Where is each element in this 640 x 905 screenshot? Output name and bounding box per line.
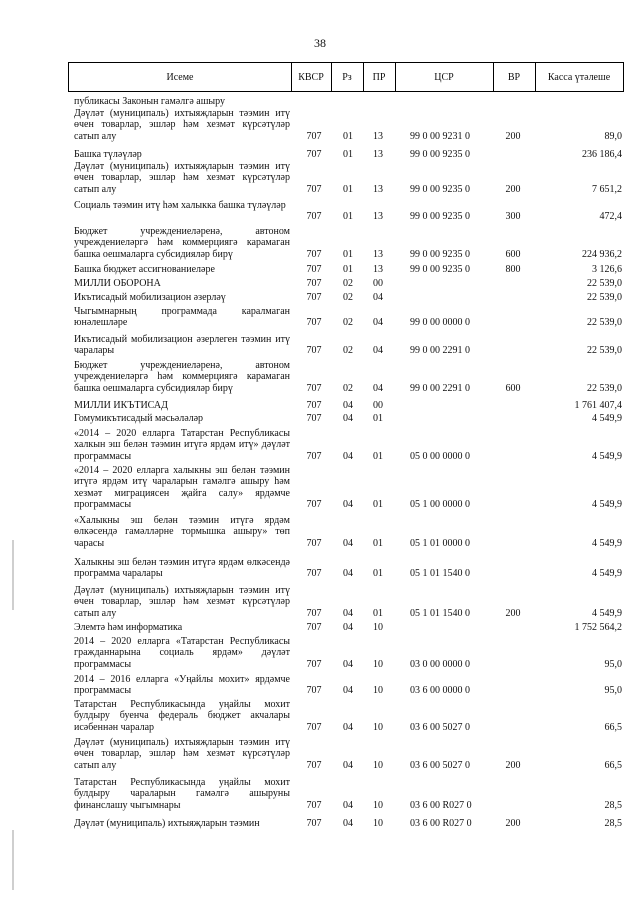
row-csr: 03 6 00 R027 0: [410, 818, 472, 829]
row-sum: 236 186,4: [582, 149, 622, 160]
row-pr: 01: [373, 450, 383, 462]
row-kvsr: 707: [306, 450, 322, 462]
row-sum: 22 539,0: [587, 345, 622, 357]
row-pr: 10: [373, 759, 383, 771]
row-rz: 01: [343, 264, 353, 275]
row-kvsr: 707: [306, 499, 322, 511]
row-rz: 01: [343, 211, 353, 223]
row-sum: 95,0: [604, 658, 622, 670]
row-csr: 03 6 00 5027 0: [410, 759, 470, 771]
row-kvsr: 707: [306, 818, 322, 829]
row-name: Дәүләт (муниципаль) ихтыяҗларын тәэмин итү өчен товарлар, эшләр һәм хезмәт күрсәтүләр сатып алу: [74, 108, 290, 142]
row-vr: 600: [505, 248, 521, 260]
row-kvsr: 707: [306, 382, 322, 394]
row-name: Бюджет учреждениеләренә, автоном учреждениеләргә һәм коммерциягә карамаган башка оешмаларга субсидияләр бирү: [74, 226, 290, 260]
row-kvsr: 707: [306, 413, 322, 424]
row-pr: 00: [373, 400, 383, 411]
row-rz: 04: [343, 759, 353, 771]
row-name: Икътисадый мобилизацион әзерләү: [74, 292, 226, 303]
row-kvsr: 707: [306, 568, 322, 580]
row-kvsr: 707: [306, 248, 322, 260]
row-csr: 99 0 00 9235 0: [410, 149, 470, 160]
row-name: Дәүләт (муниципаль) ихтыяҗларын тәэмин итү өчен товарлар, эшләр һәм хезмәт күрсәтүләр сатып алу: [74, 161, 290, 195]
row-csr: 03 6 00 5027 0: [410, 721, 470, 733]
row-vr: 300: [505, 211, 521, 223]
row-kvsr: 707: [306, 622, 322, 633]
header-name: Исеме: [69, 63, 292, 91]
scan-margin-mark: [12, 540, 14, 610]
header-rz: Рз: [331, 63, 364, 91]
row-rz: 04: [343, 413, 353, 424]
row-name: Дәүләт (муниципаль) ихтыяҗларын тәэмин: [74, 818, 260, 829]
row-kvsr: 707: [306, 685, 322, 697]
row-name: Социаль тәэмин итү һәм халыкка башка түләүләр: [74, 200, 286, 211]
row-pr: 10: [373, 685, 383, 697]
row-kvsr: 707: [306, 264, 322, 275]
row-rz: 01: [343, 248, 353, 260]
row-pr: 04: [373, 345, 383, 357]
row-kvsr: 707: [306, 317, 322, 329]
row-name: «Халыкны эш белән тәэмин итүгә ярдәм өлкәсендә гамәлләрне тормышка ашыру» төп чарасы: [74, 515, 290, 549]
header-csr: ЦСР: [395, 63, 494, 91]
row-kvsr: 707: [306, 721, 322, 733]
row-csr: 03 6 00 R027 0: [410, 799, 472, 811]
row-kvsr: 707: [306, 278, 322, 289]
row-kvsr: 707: [306, 183, 322, 195]
row-sum: 7 651,2: [592, 183, 622, 195]
row-pr: 04: [373, 317, 383, 329]
row-sum: 4 549,9: [592, 537, 622, 549]
row-pr: 10: [373, 721, 383, 733]
row-name: 2014 – 2020 елларга «Татарстан Республикасы гражданнарына социаль ярдәм» дәүләт программасы: [74, 636, 290, 670]
row-name: Татарстан Республикасында уңайлы мохит булдыру буенча федераль бюджет акчалары исәбеннән чаралар: [74, 699, 290, 733]
row-csr: 99 0 00 2291 0: [410, 345, 470, 357]
row-rz: 04: [343, 685, 353, 697]
row-pr: 13: [373, 183, 383, 195]
row-sum: 4 549,9: [592, 413, 622, 424]
row-kvsr: 707: [306, 149, 322, 160]
row-sum: 3 126,6: [592, 264, 622, 275]
row-vr: 200: [505, 607, 521, 619]
row-csr: 99 0 00 9235 0: [410, 211, 470, 223]
row-vr: 200: [505, 818, 521, 829]
row-rz: 04: [343, 607, 353, 619]
row-vr: 200: [505, 759, 521, 771]
row-csr: 05 1 00 0000 0: [410, 499, 470, 511]
row-rz: 04: [343, 450, 353, 462]
row-name: 2014 – 2016 елларга «Уңайлы мохит» ярдәмче программасы: [74, 674, 290, 697]
row-sum: 224 936,2: [582, 248, 622, 260]
row-rz: 01: [343, 130, 353, 142]
row-csr: 99 0 00 9235 0: [410, 248, 470, 260]
row-name: Дәүләт (муниципаль) ихтыяҗларын тәэмин итү өчен товарлар, эшләр һәм хезмәт күрсәтүләр сатып алу: [74, 585, 290, 619]
row-rz: 02: [343, 292, 353, 303]
row-rz: 02: [343, 278, 353, 289]
row-sum: 28,5: [604, 799, 622, 811]
row-name: Бюджет учреждениеләренә, автоном учреждениеләргә һәм коммерциягә карамаган башка оешмаларга субсидияләр бирү: [74, 360, 290, 394]
row-kvsr: 707: [306, 759, 322, 771]
row-sum: 22 539,0: [587, 292, 622, 303]
row-rz: 02: [343, 345, 353, 357]
row-csr: 05 1 01 0000 0: [410, 537, 470, 549]
row-csr: 03 6 00 0000 0: [410, 685, 470, 697]
row-sum: 66,5: [604, 721, 622, 733]
row-vr: 200: [505, 130, 521, 142]
row-pr: 04: [373, 382, 383, 394]
row-kvsr: 707: [306, 211, 322, 223]
row-vr: 800: [505, 264, 521, 275]
row-rz: 04: [343, 622, 353, 633]
row-rz: 04: [343, 799, 353, 811]
row-sum: 95,0: [604, 685, 622, 697]
row-name: публикасы Законын гамәлгә ашыру: [74, 96, 225, 107]
row-sum: 1 761 407,4: [574, 400, 622, 411]
row-kvsr: 707: [306, 537, 322, 549]
row-pr: 01: [373, 499, 383, 511]
header-vr: ВР: [493, 63, 536, 91]
row-sum: 4 549,9: [592, 450, 622, 462]
row-rz: 04: [343, 721, 353, 733]
row-kvsr: 707: [306, 607, 322, 619]
row-kvsr: 707: [306, 292, 322, 303]
row-rz: 04: [343, 658, 353, 670]
row-sum: 66,5: [604, 759, 622, 771]
row-kvsr: 707: [306, 400, 322, 411]
row-vr: 200: [505, 183, 521, 195]
row-rz: 04: [343, 400, 353, 411]
row-rz: 01: [343, 149, 353, 160]
row-name: МИЛЛИ ОБОРОНА: [74, 278, 161, 289]
row-rz: 01: [343, 183, 353, 195]
row-name: Гомумикътисадый мәсьәләләр: [74, 413, 204, 424]
row-name: «2014 – 2020 елларга Татарстан Республикасы халкын эш белән тәэмин итүгә ярдәм итү» дәүләт программасы: [74, 428, 290, 462]
row-rz: 04: [343, 568, 353, 580]
header-kvsr: КВСР: [291, 63, 332, 91]
row-rz: 04: [343, 818, 353, 829]
header-pr: ПР: [363, 63, 396, 91]
row-sum: 472,4: [599, 211, 622, 223]
row-sum: 4 549,9: [592, 568, 622, 580]
row-pr: 13: [373, 248, 383, 260]
row-pr: 10: [373, 622, 383, 633]
row-pr: 13: [373, 264, 383, 275]
row-csr: 99 0 00 9231 0: [410, 130, 470, 142]
row-pr: 01: [373, 568, 383, 580]
row-kvsr: 707: [306, 345, 322, 357]
row-csr: 99 0 00 0000 0: [410, 317, 470, 329]
row-csr: 05 1 01 1540 0: [410, 607, 470, 619]
row-sum: 22 539,0: [587, 278, 622, 289]
row-name: Чыгымнарның программада каралмаган юнәлешләре: [74, 306, 290, 329]
row-pr: 01: [373, 537, 383, 549]
row-sum: 1 752 564,2: [574, 622, 622, 633]
row-sum: 89,0: [604, 130, 622, 142]
row-name: Башка бюджет ассигнованиеләре: [74, 264, 215, 275]
row-name: Дәүләт (муниципаль) ихтыяҗларын тәэмин итү өчен товарлар, эшләр һәм хезмәт күрсәтүләр сатып алу: [74, 737, 290, 771]
row-vr: 600: [505, 382, 521, 394]
row-csr: 03 0 00 0000 0: [410, 658, 470, 670]
row-pr: 01: [373, 413, 383, 424]
row-name: Элемтә һәм информатика: [74, 622, 183, 633]
row-sum: 4 549,9: [592, 607, 622, 619]
row-sum: 22 539,0: [587, 317, 622, 329]
row-pr: 10: [373, 799, 383, 811]
row-rz: 02: [343, 317, 353, 329]
row-name: Икътисадый мобилизацион әзерлеген тәэмин итү чаралары: [74, 334, 290, 357]
row-name: Халыкны эш белән тәэмин итүгә ярдәм өлкәсендә программа чаралары: [74, 557, 290, 580]
row-kvsr: 707: [306, 658, 322, 670]
row-pr: 01: [373, 607, 383, 619]
row-rz: 02: [343, 382, 353, 394]
row-pr: 13: [373, 130, 383, 142]
row-pr: 13: [373, 149, 383, 160]
row-pr: 10: [373, 658, 383, 670]
row-sum: 22 539,0: [587, 382, 622, 394]
row-pr: 04: [373, 292, 383, 303]
row-name: Татарстан Республикасында уңайлы мохит булдыру чараларын гамәлгә ашыруны финанслашу чыгымнары: [74, 777, 290, 811]
row-csr: 05 1 01 1540 0: [410, 568, 470, 580]
row-csr: 99 0 00 2291 0: [410, 382, 470, 394]
row-name: Башка түләүләр: [74, 149, 142, 160]
row-rz: 04: [343, 499, 353, 511]
row-csr: 99 0 00 9235 0: [410, 183, 470, 195]
row-csr: 05 0 00 0000 0: [410, 450, 470, 462]
scan-margin-mark: [12, 830, 14, 890]
row-name: «2014 – 2020 елларга халыкны эш белән тәэмин итүгә ярдәм итү чараларын гамәлгә ашыру һәм хезмәт миграциясен җайга салу» ярдәмче программасы: [74, 465, 290, 511]
row-sum: 28,5: [604, 818, 622, 829]
row-name: МИЛЛИ ИКЪТИСАД: [74, 400, 168, 411]
row-kvsr: 707: [306, 799, 322, 811]
row-sum: 4 549,9: [592, 499, 622, 511]
row-pr: 00: [373, 278, 383, 289]
row-pr: 13: [373, 211, 383, 223]
page-number: 38: [314, 36, 326, 50]
row-rz: 04: [343, 537, 353, 549]
row-pr: 10: [373, 818, 383, 829]
row-kvsr: 707: [306, 130, 322, 142]
header-sum: Касса үтәлеше: [547, 71, 611, 83]
row-csr: 99 0 00 9235 0: [410, 264, 470, 275]
